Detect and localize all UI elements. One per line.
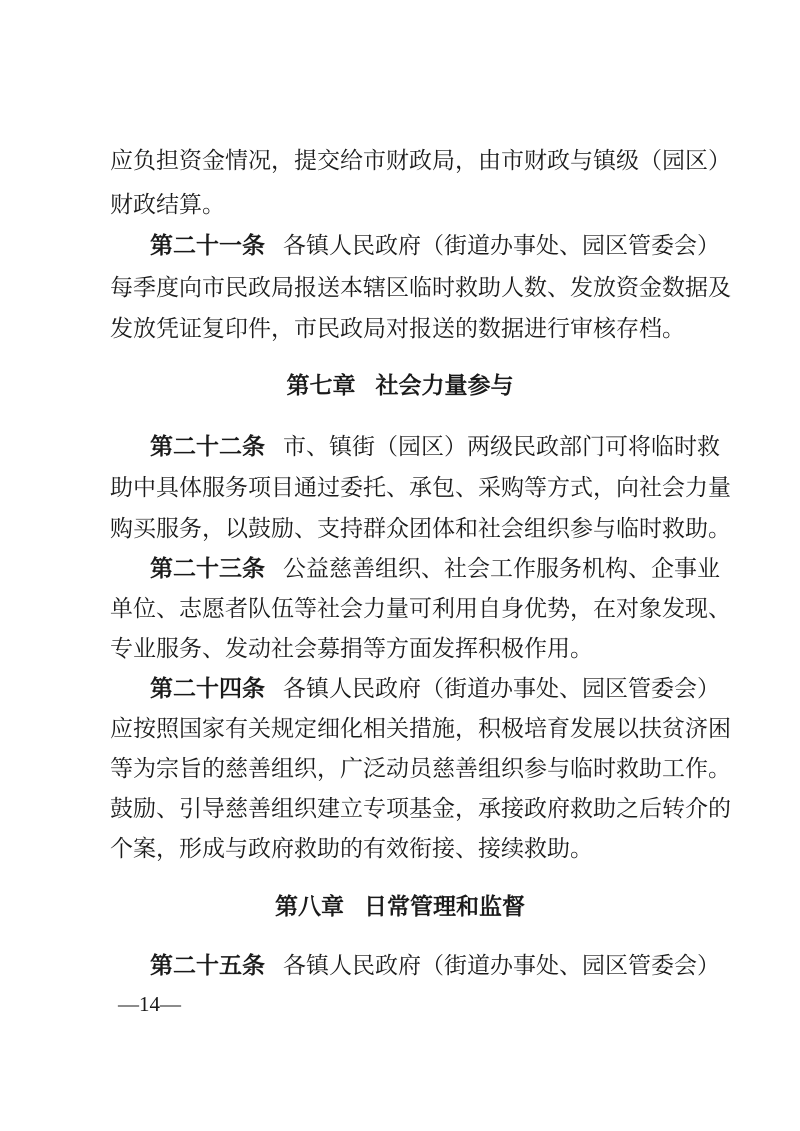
text-line: 财政结算。 bbox=[110, 192, 225, 218]
article-label: 第二十三条 bbox=[150, 556, 265, 582]
article-text: 各镇人民政府（街道办事处、园区管委会） bbox=[283, 233, 720, 259]
text-line: 单位、志愿者队伍等社会力量可利用自身优势，在对象发现、 bbox=[110, 596, 731, 622]
article-23 bbox=[150, 553, 720, 585]
article-25 bbox=[150, 950, 720, 982]
text-line: 专业服务、发动社会募捐等方面发挥积极作用。 bbox=[110, 636, 593, 662]
chapter-number: 第八章 bbox=[275, 894, 344, 920]
text-line: 鼓励、引导慈善组织建立专项基金，承接政府救助之后转介的 bbox=[110, 796, 731, 822]
text-line: 应负担资金情况，提交给市财政局，由市财政与镇级（园区） bbox=[110, 148, 731, 174]
chapter-title: 社会力量参与 bbox=[375, 373, 514, 399]
article-text: 各镇人民政府（街道办事处、园区管委会） bbox=[283, 676, 720, 702]
article-text: 公益慈善组织、社会工作服务机构、企事业 bbox=[283, 556, 720, 582]
chapter-number: 第七章 bbox=[286, 373, 356, 399]
article-text: 各镇人民政府（街道办事处、园区管委会） bbox=[283, 953, 720, 979]
article-label: 第二十二条 bbox=[150, 434, 265, 460]
text-line: 购买服务，以鼓励、支持群众团体和社会组织参与临时救助。 bbox=[110, 516, 731, 542]
article-text: 市、镇街（园区）两级民政部门可将临时救 bbox=[283, 434, 720, 460]
text-line: 应按照国家有关规定细化相关措施，积极培育发展以扶贫济困 bbox=[110, 716, 731, 742]
text-line: 等为宗旨的慈善组织，广泛动员慈善组织参与临时救助工作。 bbox=[110, 756, 731, 782]
page-number: —14— bbox=[118, 992, 181, 1016]
text-line: 每季度向市民政局报送本辖区临时救助人数、发放资金数据及 bbox=[110, 275, 731, 301]
article-22 bbox=[150, 431, 720, 463]
article-21 bbox=[150, 230, 720, 262]
text-line: 发放凭证复印件，市民政局对报送的数据进行审核存档。 bbox=[110, 316, 685, 342]
text-line: 个案，形成与政府救助的有效衔接、接续救助。 bbox=[110, 836, 593, 862]
text-line: 助中具体服务项目通过委托、承包、采购等方式，向社会力量 bbox=[110, 475, 731, 501]
chapter-heading bbox=[0, 891, 800, 923]
chapter-heading bbox=[0, 370, 800, 402]
article-24 bbox=[150, 673, 720, 705]
chapter-title: 日常管理和监督 bbox=[364, 894, 525, 920]
article-label: 第二十五条 bbox=[150, 953, 265, 979]
article-label: 第二十一条 bbox=[150, 233, 265, 259]
article-label: 第二十四条 bbox=[150, 676, 265, 702]
